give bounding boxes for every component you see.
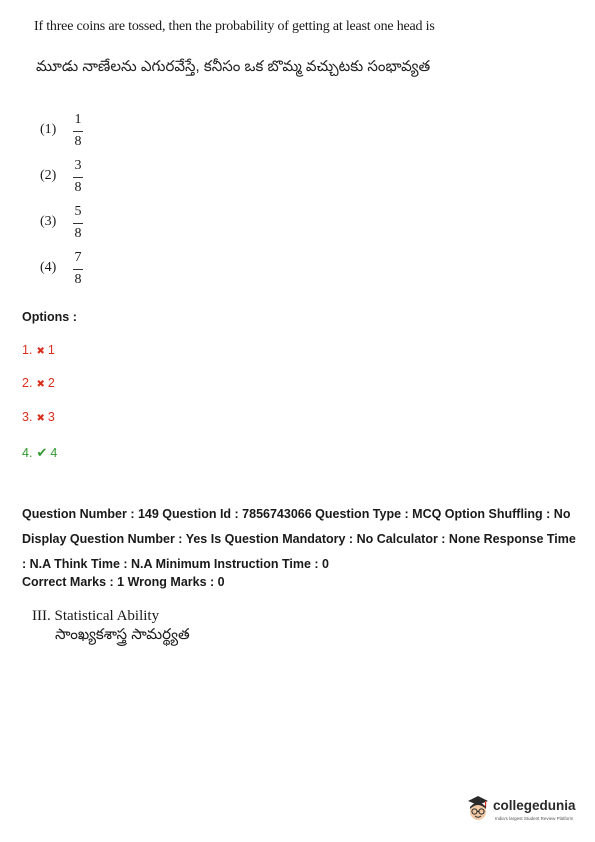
fraction-bar — [73, 223, 83, 224]
logo-name: collegedunia — [493, 798, 576, 813]
cross-icon: ✖ — [36, 379, 45, 390]
check-icon: ✔ — [36, 445, 48, 460]
option-number: (3) — [40, 214, 57, 229]
option-number: (1) — [40, 122, 57, 137]
question-text-te: మూడు నాణేలను ఎగురవేస్తే, కనీసం ఒక బొమ్మ వచ్చుటకు సంభావ్యత — [36, 58, 431, 75]
option-value: 1 — [47, 343, 55, 357]
options-label: Options : — [22, 310, 77, 324]
fraction-denominator: 8 — [74, 134, 82, 149]
fraction-bar — [73, 131, 83, 132]
option-value: 4 — [50, 446, 58, 460]
answer-option-1 — [22, 343, 55, 357]
question-meta: Question Number : 149 Question Id : 7856743066 Question Type : MCQ Option Shuffling : No Display Question Number : Yes Is Question Mandatory : No Calculator : None Response Time : N.A Think Time : N.A Minimum Instruction Time : 0 — [22, 507, 576, 571]
fraction-bar — [73, 177, 83, 178]
section-title-te: సాంఖ్యకశాస్త్ర సామర్థ్యత — [55, 626, 190, 643]
option-fraction — [73, 250, 83, 288]
question-text-en: If three coins are tossed, then the probability of getting at least one head is — [34, 19, 435, 34]
option-index: 4. — [22, 446, 33, 460]
fraction-denominator: 8 — [74, 226, 82, 241]
fraction-numerator: 7 — [74, 250, 82, 265]
option-number: (4) — [40, 260, 57, 275]
option-fraction — [73, 158, 83, 196]
option-index: 2. — [22, 376, 33, 390]
option-value: 2 — [47, 376, 55, 390]
fraction-bar — [73, 269, 83, 270]
answer-option-4 — [22, 445, 57, 461]
logo-tagline: India's largest Student Review Platform — [495, 816, 574, 821]
option-index: 3. — [22, 410, 33, 424]
answer-option-3 — [22, 410, 55, 424]
option-value: 3 — [47, 410, 55, 424]
option-fraction — [73, 112, 83, 150]
mascot-icon — [466, 794, 490, 824]
fraction-denominator: 8 — [74, 180, 82, 195]
question-marks: Correct Marks : 1 Wrong Marks : 0 — [22, 575, 225, 589]
fraction-numerator: 1 — [74, 112, 82, 127]
cross-icon: ✖ — [36, 413, 45, 424]
cross-icon: ✖ — [36, 346, 45, 357]
option-index: 1. — [22, 343, 33, 357]
option-number: (2) — [40, 168, 57, 183]
option-fraction — [73, 204, 83, 242]
answer-option-2 — [22, 376, 55, 390]
fraction-denominator: 8 — [74, 272, 82, 287]
fraction-numerator: 3 — [74, 158, 82, 173]
collegedunia-logo — [466, 792, 588, 830]
section-title-en: III. Statistical Ability — [32, 608, 160, 624]
fraction-numerator: 5 — [74, 204, 82, 219]
